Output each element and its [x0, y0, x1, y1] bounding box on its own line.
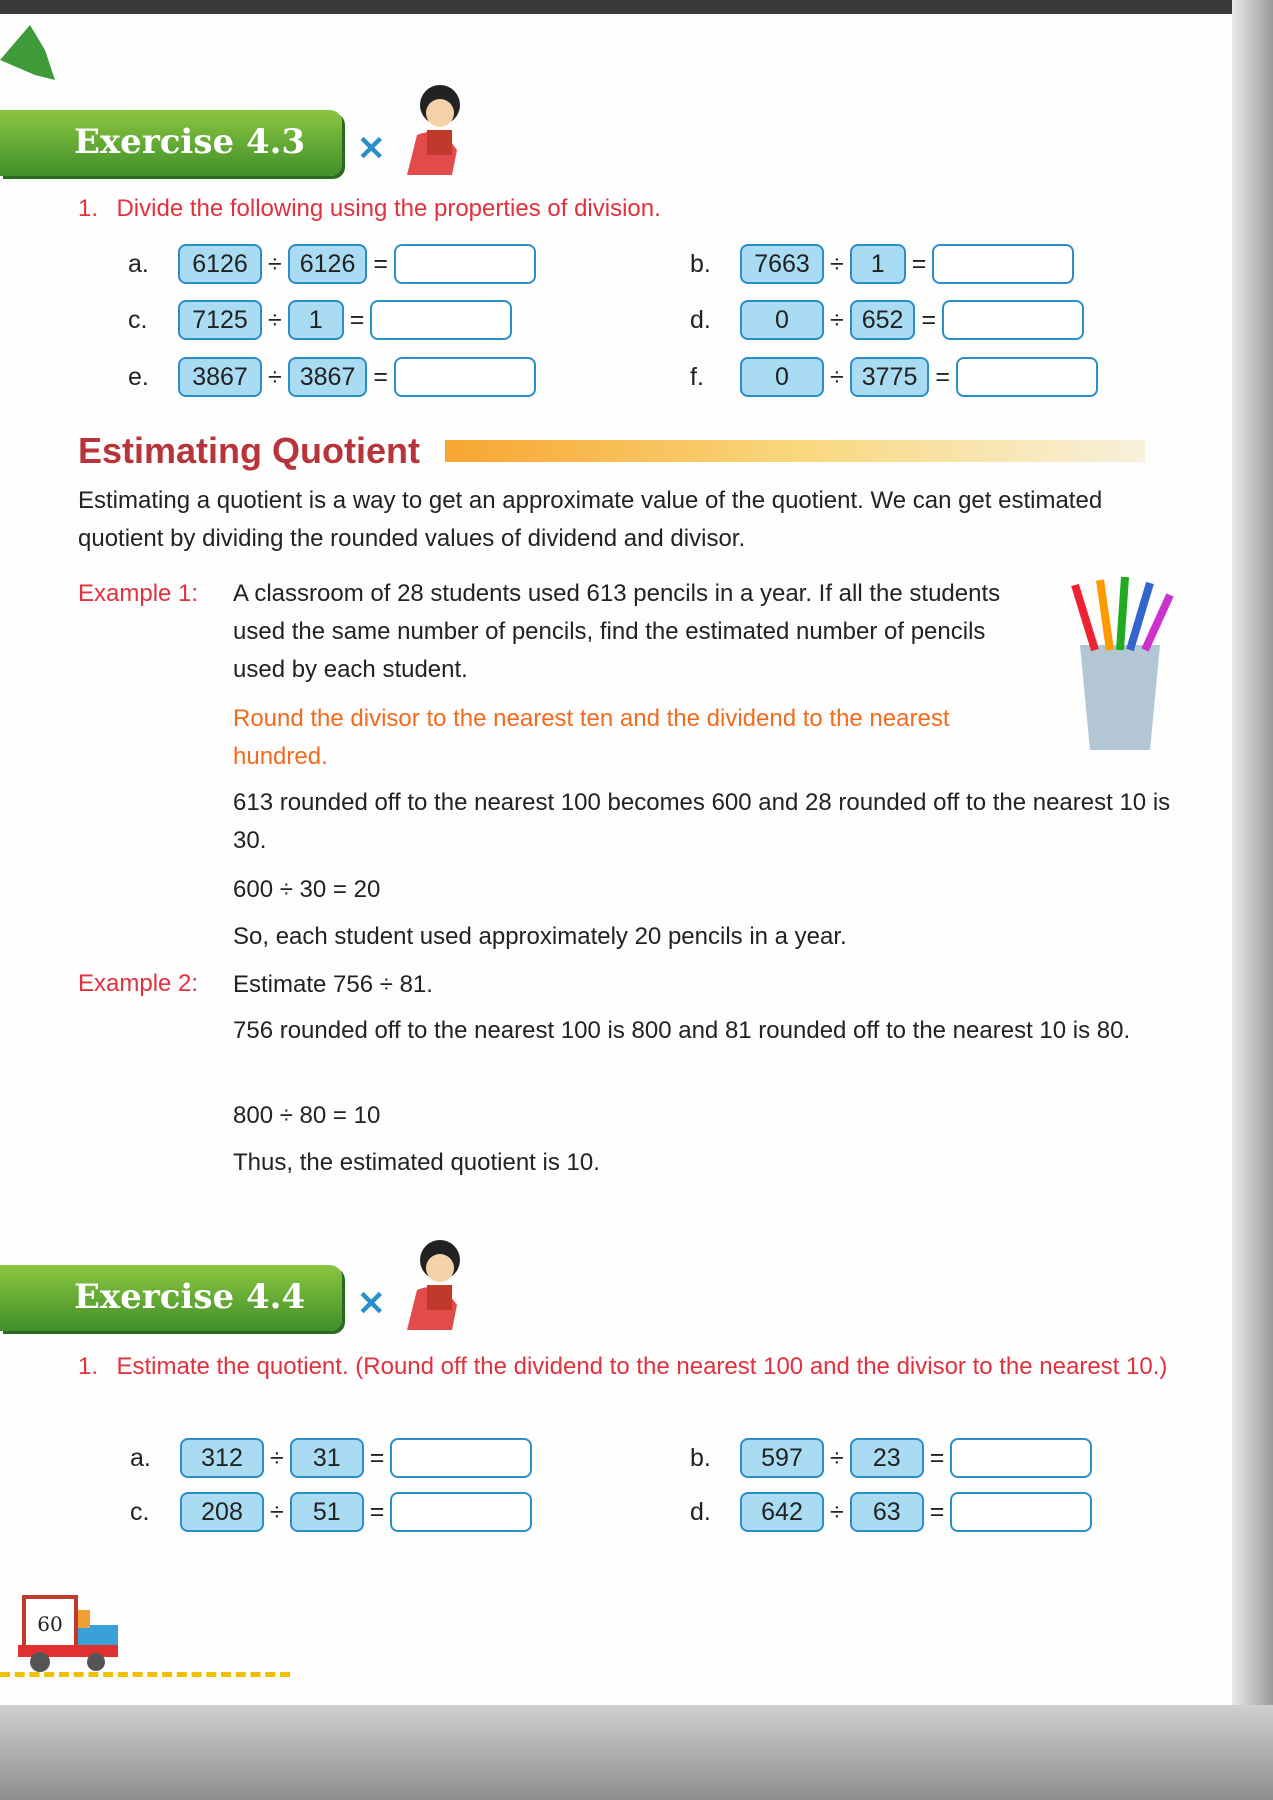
question-number: 1.: [78, 1353, 99, 1380]
dividend-box: 208: [180, 1492, 264, 1532]
example-2-step1: 756 rounded off to the nearest 100 is 800 and 81 rounded off to the nearest 10 is 80.: [233, 1017, 1131, 1044]
example-1-answer: So, each student used approximately 20 pencils in a year.: [233, 923, 847, 950]
problem-label: d.: [690, 305, 711, 334]
divide-sign: ÷: [268, 249, 282, 278]
page-number: 60: [22, 1595, 78, 1653]
exercise-title: Exercise 4.3: [74, 122, 306, 162]
problem-row: [128, 300, 512, 340]
problem-row: [690, 244, 1074, 284]
problem-label: c.: [130, 1497, 150, 1526]
example-2-step2: 800 ÷ 80 = 10: [233, 1102, 381, 1129]
exercise-4-3-banner: [0, 110, 342, 176]
dividend-box: 0: [740, 357, 824, 397]
equals-sign: =: [929, 1443, 945, 1472]
equals-sign: =: [373, 249, 388, 278]
problem-row: [690, 300, 1084, 340]
divisor-box: 6126: [288, 244, 368, 284]
answer-box[interactable]: [950, 1492, 1092, 1532]
problem-row: [130, 1492, 532, 1532]
question-text: Estimate the quotient. (Round off the dividend to the nearest 100 and the divisor to the nearest 10.): [116, 1353, 1168, 1380]
flag-icon: [0, 20, 60, 90]
divide-sign: ÷: [830, 362, 844, 391]
example-1-step1: 613 rounded off to the nearest 100 becomes 600 and 28 rounded off to the nearest 10 is 30.: [233, 789, 1171, 854]
scan-top-edge: [0, 0, 1273, 14]
problem-row: [130, 1438, 532, 1478]
child-reading-illustration: [352, 1230, 462, 1330]
exercise-4-4-question: [78, 1348, 1198, 1389]
divide-sign: ÷: [830, 305, 844, 334]
question-text: Divide the following using the properties of division.: [116, 195, 661, 222]
train-icon: [18, 1590, 128, 1675]
answer-box[interactable]: [932, 244, 1074, 284]
answer-box[interactable]: [394, 357, 536, 397]
problem-row: [690, 1492, 1092, 1532]
example-2-text: Estimate 756 ÷ 81.: [233, 971, 433, 998]
dashed-track: [0, 1672, 290, 1677]
equals-sign: =: [929, 1497, 945, 1526]
scan-bottom-edge: [0, 1705, 1273, 1800]
problem-row: [690, 357, 1098, 397]
dividend-box: 312: [180, 1438, 264, 1478]
problem-label: c.: [128, 305, 148, 334]
dividend-box: 7125: [178, 300, 262, 340]
dividend-box: 642: [740, 1492, 824, 1532]
example-1-hint: Round the divisor to the nearest ten and the dividend to the nearest hundred.: [233, 705, 950, 770]
example-1-text: A classroom of 28 students used 613 pencils in a year. If all the students used the same number of pencils, find the estimated number of pencils used by each student.: [233, 580, 1001, 683]
answer-box[interactable]: [942, 300, 1084, 340]
divide-sign: ÷: [830, 1497, 844, 1526]
answer-box[interactable]: [950, 1438, 1092, 1478]
divide-sign: ÷: [830, 1443, 844, 1472]
dividend-box: 0: [740, 300, 824, 340]
dividend-box: 3867: [178, 357, 262, 397]
dividend-box: 7663: [740, 244, 824, 284]
equals-sign: =: [349, 305, 365, 334]
equals-sign: =: [935, 362, 950, 391]
divisor-box: 1: [288, 300, 344, 340]
equals-sign: =: [369, 1443, 385, 1472]
child-reading-illustration: [352, 75, 462, 175]
problem-label: a.: [130, 1443, 151, 1472]
divide-sign: ÷: [270, 1497, 284, 1526]
answer-box[interactable]: [394, 244, 536, 284]
svg-text:✕: ✕: [357, 1285, 386, 1323]
divisor-box: 3867: [288, 357, 368, 397]
problem-label: a.: [128, 249, 149, 278]
equals-sign: =: [911, 249, 927, 278]
divide-sign: ÷: [830, 249, 844, 278]
exercise-4-4-banner: [0, 1265, 342, 1331]
equals-sign: =: [921, 305, 937, 334]
example-1-label: Example 1:: [78, 580, 199, 607]
divisor-box: 63: [850, 1492, 924, 1532]
divisor-box: 31: [290, 1438, 364, 1478]
exercise-title: Exercise 4.4: [74, 1277, 306, 1317]
section-heading: Estimating Quotient: [78, 430, 420, 471]
example-2-answer: Thus, the estimated quotient is 10.: [233, 1149, 600, 1176]
divisor-box: 652: [850, 300, 916, 340]
divisor-box: 1: [850, 244, 906, 284]
question-number: 1.: [78, 195, 99, 222]
divide-sign: ÷: [268, 305, 282, 334]
divisor-box: 3775: [850, 357, 930, 397]
dividend-box: 597: [740, 1438, 824, 1478]
problem-row: [690, 1438, 1092, 1478]
problem-label: d.: [690, 1497, 711, 1526]
answer-box[interactable]: [390, 1438, 532, 1478]
problem-row: [128, 244, 536, 284]
divide-sign: ÷: [270, 1443, 284, 1472]
svg-text:✕: ✕: [357, 130, 386, 168]
dividend-box: 6126: [178, 244, 262, 284]
problem-label: b.: [690, 249, 711, 278]
divide-sign: ÷: [268, 362, 282, 391]
problem-label: f.: [690, 362, 704, 391]
equals-sign: =: [373, 362, 388, 391]
example-1-step2: 600 ÷ 30 = 20: [233, 876, 381, 903]
exercise-4-3-question: [78, 195, 661, 223]
problem-label: b.: [690, 1443, 711, 1472]
intro-paragraph: Estimating a quotient is a way to get an approximate value of the quotient. We can get estimated quotient by dividing the rounded values of dividend and divisor.: [78, 487, 1103, 552]
problem-label: e.: [128, 362, 149, 391]
problem-row: [128, 357, 536, 397]
answer-box[interactable]: [956, 357, 1098, 397]
divisor-box: 23: [850, 1438, 924, 1478]
answer-box[interactable]: [390, 1492, 532, 1532]
heading-bar: [445, 440, 1145, 462]
divisor-box: 51: [290, 1492, 364, 1532]
scan-right-edge: [1232, 0, 1273, 1800]
answer-box[interactable]: [370, 300, 512, 340]
example-2-label: Example 2:: [78, 970, 199, 997]
pencil-cup-illustration: [1065, 575, 1175, 755]
equals-sign: =: [369, 1497, 385, 1526]
